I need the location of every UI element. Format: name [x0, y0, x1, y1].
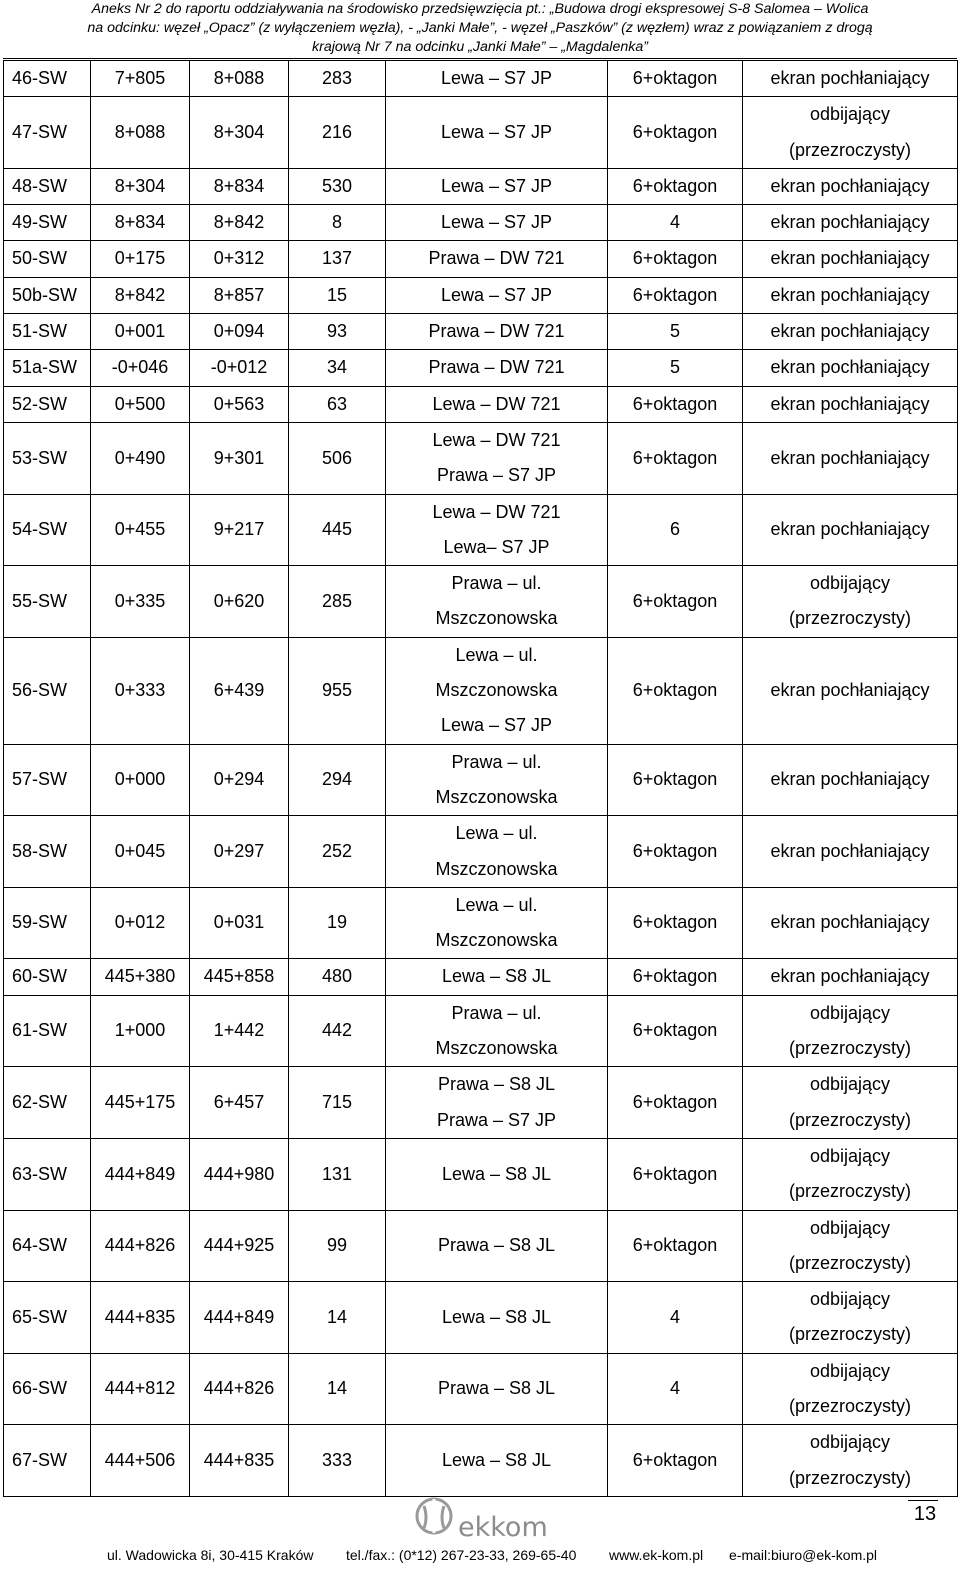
- cell-barrier-id: 57-SW: [4, 744, 91, 816]
- cell-barrier-type-line: ekran pochłaniający: [770, 212, 930, 233]
- cell-km-to: 0+620: [190, 566, 289, 638]
- cell-side: [386, 97, 608, 169]
- cell-barrier-type: [743, 744, 958, 816]
- cell-side-line: Prawa – ul.: [451, 573, 542, 594]
- cell-length: 294: [289, 744, 386, 816]
- cell-side-line: Prawa – S8 JL: [437, 1074, 556, 1095]
- cell-barrier-type: [743, 386, 958, 422]
- cell-side: [386, 959, 608, 995]
- cell-barrier-type: [743, 241, 958, 277]
- cell-length: 19: [289, 887, 386, 959]
- cell-barrier-type-line: ekran pochłaniający: [770, 357, 930, 378]
- cell-length: 99: [289, 1210, 386, 1282]
- cell-height: 6+oktagon: [608, 168, 743, 204]
- cell-side-line: Prawa – S8 JL: [437, 1235, 556, 1256]
- table-row: [4, 1425, 958, 1497]
- cell-length: 285: [289, 566, 386, 638]
- table-row: [4, 314, 958, 350]
- cell-barrier-type-line: (przezroczysty): [788, 1467, 911, 1488]
- cell-length: 442: [289, 995, 386, 1067]
- cell-side-line: Lewa – S8 JL: [441, 1163, 552, 1184]
- cell-barrier-type: [743, 350, 958, 386]
- cell-barrier-type: [743, 566, 958, 638]
- cell-side-line: Prawa – S7 JP: [436, 465, 557, 486]
- cell-km-to: 0+563: [190, 386, 289, 422]
- cell-km-to: 0+094: [190, 314, 289, 350]
- cell-barrier-id: 63-SW: [4, 1138, 91, 1210]
- cell-barrier-type: [743, 422, 958, 494]
- table-row: [4, 61, 958, 97]
- cell-barrier-id: 58-SW: [4, 816, 91, 888]
- cell-side-line: Prawa – S7 JP: [436, 1109, 557, 1130]
- cell-side-line: Lewa – ul.: [455, 894, 538, 915]
- cell-km-from: 0+333: [91, 637, 190, 744]
- cell-km-from: 8+834: [91, 205, 190, 241]
- cell-km-from: 444+812: [91, 1353, 190, 1425]
- cell-km-from: 444+835: [91, 1282, 190, 1354]
- cell-barrier-type: [743, 1353, 958, 1425]
- cell-barrier-type-line: ekran pochłaniający: [770, 284, 930, 305]
- cell-length: 14: [289, 1282, 386, 1354]
- cell-height: 6+oktagon: [608, 97, 743, 169]
- table-row: [4, 277, 958, 313]
- cell-barrier-type-line: odbijający: [809, 104, 891, 125]
- cell-height: 6+oktagon: [608, 1138, 743, 1210]
- cell-km-from: 444+506: [91, 1425, 190, 1497]
- cell-side: [386, 350, 608, 386]
- cell-barrier-type-line: odbijający: [809, 1002, 891, 1023]
- cell-barrier-id: 66-SW: [4, 1353, 91, 1425]
- cell-side-line: Prawa – DW 721: [428, 321, 565, 342]
- cell-barrier-type: [743, 97, 958, 169]
- cell-barrier-id: 65-SW: [4, 1282, 91, 1354]
- cell-km-from: 0+335: [91, 566, 190, 638]
- table-row: [4, 1210, 958, 1282]
- cell-km-to: 0+312: [190, 241, 289, 277]
- cell-km-to: 8+857: [190, 277, 289, 313]
- cell-side-line: Prawa – ul.: [451, 751, 542, 772]
- cell-length: 252: [289, 816, 386, 888]
- cell-km-from: 444+849: [91, 1138, 190, 1210]
- cell-side-line: Mszczonowska: [435, 786, 558, 807]
- cell-km-from: 444+826: [91, 1210, 190, 1282]
- cell-barrier-id: 50-SW: [4, 241, 91, 277]
- cell-side: [386, 1138, 608, 1210]
- cell-km-to: -0+012: [190, 350, 289, 386]
- cell-km-to: 444+835: [190, 1425, 289, 1497]
- cell-length: 14: [289, 1353, 386, 1425]
- cell-side: [386, 1353, 608, 1425]
- cell-barrier-type-line: (przezroczysty): [788, 608, 911, 629]
- table-row: [4, 350, 958, 386]
- cell-barrier-type-line: (przezroczysty): [788, 1324, 911, 1345]
- cell-side: [386, 566, 608, 638]
- cell-km-from: 1+000: [91, 995, 190, 1067]
- cell-barrier-type-line: odbijający: [809, 1360, 891, 1381]
- cell-km-to: 444+925: [190, 1210, 289, 1282]
- cell-length: 955: [289, 637, 386, 744]
- cell-height: 6+oktagon: [608, 386, 743, 422]
- cell-side-line: Prawa – DW 721: [428, 357, 565, 378]
- cell-height: 6+oktagon: [608, 744, 743, 816]
- cell-side-line: Lewa – ul.: [455, 644, 538, 665]
- cell-barrier-id: 59-SW: [4, 887, 91, 959]
- cell-barrier-type: [743, 61, 958, 97]
- cell-km-to: 444+849: [190, 1282, 289, 1354]
- table-row: [4, 386, 958, 422]
- cell-barrier-id: 51a-SW: [4, 350, 91, 386]
- cell-length: 506: [289, 422, 386, 494]
- cell-side: [386, 422, 608, 494]
- table-row: [4, 995, 958, 1067]
- cell-barrier-type: [743, 959, 958, 995]
- cell-barrier-id: 55-SW: [4, 566, 91, 638]
- cell-side: [386, 1210, 608, 1282]
- cell-height: 4: [608, 1282, 743, 1354]
- table-row: [4, 887, 958, 959]
- footer-address: ul. Wadowicka 8i, 30-415 Kraków: [107, 1547, 314, 1563]
- cell-length: 63: [289, 386, 386, 422]
- cell-side: [386, 887, 608, 959]
- cell-barrier-type-line: odbijający: [809, 1217, 891, 1238]
- cell-side-line: Lewa – DW 721: [432, 429, 561, 450]
- cell-barrier-id: 64-SW: [4, 1210, 91, 1282]
- cell-barrier-type: [743, 277, 958, 313]
- cell-barrier-type-line: odbijający: [809, 1145, 891, 1166]
- cell-barrier-type: [743, 1067, 958, 1139]
- cell-height: 6+oktagon: [608, 816, 743, 888]
- cell-length: 15: [289, 277, 386, 313]
- cell-barrier-type: [743, 1425, 958, 1497]
- cell-barrier-type-line: ekran pochłaniający: [770, 966, 930, 987]
- cell-km-from: 0+012: [91, 887, 190, 959]
- cell-barrier-type-line: (przezroczysty): [788, 139, 911, 160]
- cell-barrier-type-line: (przezroczysty): [788, 1395, 911, 1416]
- cell-side-line: Lewa – ul.: [455, 823, 538, 844]
- cell-side: [386, 241, 608, 277]
- table-row: [4, 816, 958, 888]
- cell-barrier-id: 67-SW: [4, 1425, 91, 1497]
- cell-side: [386, 205, 608, 241]
- cell-km-to: 8+304: [190, 97, 289, 169]
- cell-barrier-type: [743, 494, 958, 566]
- cell-side-line: Mszczonowska: [435, 680, 558, 701]
- cell-side-line: Lewa – S8 JL: [441, 1306, 552, 1327]
- table-row: [4, 1353, 958, 1425]
- cell-side-line: Lewa – DW 721: [432, 393, 561, 414]
- cell-barrier-type-line: (przezroczysty): [788, 1109, 911, 1130]
- cell-height: 4: [608, 1353, 743, 1425]
- cell-barrier-type-line: ekran pochłaniający: [770, 393, 930, 414]
- cell-height: 6: [608, 494, 743, 566]
- cell-barrier-id: 51-SW: [4, 314, 91, 350]
- page-number: 13: [913, 1503, 937, 1525]
- cell-side-line: Lewa – S7 JP: [440, 68, 553, 88]
- cell-side-line: Prawa – ul.: [451, 1002, 542, 1023]
- cell-km-from: 8+304: [91, 168, 190, 204]
- cell-length: 8: [289, 205, 386, 241]
- cell-km-to: 9+217: [190, 494, 289, 566]
- cell-height: 4: [608, 205, 743, 241]
- cell-barrier-type-line: (przezroczysty): [788, 1252, 911, 1273]
- cell-km-from: 0+175: [91, 241, 190, 277]
- cell-side-line: Mszczonowska: [435, 1038, 558, 1059]
- cell-length: 283: [289, 61, 386, 97]
- cell-barrier-id: 49-SW: [4, 205, 91, 241]
- cell-km-to: 9+301: [190, 422, 289, 494]
- cell-barrier-type-line: ekran pochłaniający: [770, 769, 930, 790]
- cell-km-from: 0+000: [91, 744, 190, 816]
- cell-km-to: 445+858: [190, 959, 289, 995]
- cell-km-to: 6+457: [190, 1067, 289, 1139]
- table-row: [4, 566, 958, 638]
- table-row: [4, 744, 958, 816]
- cell-side-line: Mszczonowska: [435, 930, 558, 951]
- cell-height: 5: [608, 350, 743, 386]
- cell-barrier-id: 46-SW: [4, 61, 91, 97]
- cell-km-from: 0+490: [91, 422, 190, 494]
- table-row: [4, 959, 958, 995]
- cell-side-line: Lewa – S7 JP: [440, 715, 553, 736]
- cell-side: [386, 744, 608, 816]
- cell-side: [386, 494, 608, 566]
- cell-km-from: 8+842: [91, 277, 190, 313]
- page-number-rule: [908, 1500, 938, 1501]
- cell-side: [386, 386, 608, 422]
- cell-length: 480: [289, 959, 386, 995]
- cell-height: 6+oktagon: [608, 995, 743, 1067]
- cell-barrier-type-line: ekran pochłaniający: [770, 68, 930, 88]
- cell-barrier-type-line: odbijający: [809, 573, 891, 594]
- cell-km-from: -0+046: [91, 350, 190, 386]
- cell-barrier-id: 54-SW: [4, 494, 91, 566]
- table-row: [4, 1067, 958, 1139]
- cell-side-line: Lewa – S7 JP: [440, 175, 553, 196]
- logo-text: ekkom: [458, 1512, 548, 1543]
- cell-length: 131: [289, 1138, 386, 1210]
- cell-height: 6+oktagon: [608, 61, 743, 97]
- cell-km-to: 444+980: [190, 1138, 289, 1210]
- cell-height: 6+oktagon: [608, 1067, 743, 1139]
- cell-side-line: Lewa – S7 JP: [440, 121, 553, 142]
- header-line-3: krajową Nr 7 na odcinku „Janki Małe” – „Magdalenka”: [312, 39, 648, 55]
- cell-barrier-type-line: ekran pochłaniający: [770, 175, 930, 196]
- cell-barrier-type: [743, 1282, 958, 1354]
- cell-km-to: 0+297: [190, 816, 289, 888]
- cell-barrier-type: [743, 995, 958, 1067]
- header-line-2: na odcinku: węzeł „Opacz” (z wyłączeniem węzła), - „Janki Małe”, - węzeł „Paszków” (z węzłem) wraz z powiązaniem z drogą: [87, 20, 873, 36]
- table-row: [4, 241, 958, 277]
- table-row: [4, 494, 958, 566]
- table-row: [4, 97, 958, 169]
- header-divider: [3, 58, 957, 59]
- cell-barrier-type: [743, 637, 958, 744]
- footer-email[interactable]: e-mail:biuro@ek-kom.pl: [729, 1547, 878, 1563]
- cell-barrier-id: 50b-SW: [4, 277, 91, 313]
- cell-side-line: Lewa – DW 721: [432, 501, 561, 522]
- cell-barrier-id: 47-SW: [4, 97, 91, 169]
- cell-barrier-type-line: (przezroczysty): [788, 1181, 911, 1202]
- cell-side: [386, 61, 608, 97]
- cell-km-to: 6+439: [190, 637, 289, 744]
- cell-height: 6+oktagon: [608, 1210, 743, 1282]
- cell-barrier-type-line: odbijający: [809, 1432, 891, 1453]
- footer-website[interactable]: www.ek-kom.pl: [609, 1547, 704, 1563]
- cell-barrier-type: [743, 816, 958, 888]
- cell-barrier-type-line: ekran pochłaniający: [770, 321, 930, 342]
- table-row: [4, 1138, 958, 1210]
- logo-mark-icon: [414, 1496, 462, 1544]
- cell-barrier-type-line: ekran pochłaniający: [770, 840, 930, 861]
- cell-height: 6+oktagon: [608, 422, 743, 494]
- table-row: [4, 168, 958, 204]
- cell-side: [386, 816, 608, 888]
- table-row: [4, 637, 958, 744]
- cell-km-to: 8+842: [190, 205, 289, 241]
- cell-height: 6+oktagon: [608, 1425, 743, 1497]
- cell-length: 137: [289, 241, 386, 277]
- cell-height: 6+oktagon: [608, 277, 743, 313]
- cell-barrier-type: [743, 1138, 958, 1210]
- cell-side: [386, 1282, 608, 1354]
- cell-side: [386, 1067, 608, 1139]
- document-header: [0, 0, 960, 58]
- cell-side: [386, 314, 608, 350]
- table-body: [4, 61, 958, 1497]
- cell-barrier-id: 52-SW: [4, 386, 91, 422]
- cell-height: 5: [608, 314, 743, 350]
- cell-km-from: 0+500: [91, 386, 190, 422]
- cell-km-from: 0+001: [91, 314, 190, 350]
- cell-length: 93: [289, 314, 386, 350]
- cell-side: [386, 277, 608, 313]
- cell-side: [386, 637, 608, 744]
- noise-barrier-table: [3, 60, 958, 1497]
- cell-barrier-type-line: odbijający: [809, 1289, 891, 1310]
- cell-side-line: Prawa – S8 JL: [437, 1378, 556, 1399]
- cell-barrier-type: [743, 168, 958, 204]
- cell-height: 6+oktagon: [608, 241, 743, 277]
- cell-barrier-type-line: ekran pochłaniający: [770, 519, 930, 540]
- footer-phone: tel./fax.: (0*12) 267-23-33, 269-65-40: [346, 1547, 577, 1563]
- cell-side-line: Lewa – S7 JP: [440, 284, 553, 305]
- cell-barrier-type: [743, 314, 958, 350]
- cell-km-to: 0+031: [190, 887, 289, 959]
- table-row: [4, 422, 958, 494]
- cell-barrier-id: 48-SW: [4, 168, 91, 204]
- cell-side-line: Lewa– S7 JP: [443, 536, 550, 557]
- cell-km-from: 445+380: [91, 959, 190, 995]
- cell-side-line: Lewa – S7 JP: [440, 212, 553, 233]
- cell-barrier-id: 62-SW: [4, 1067, 91, 1139]
- cell-length: 333: [289, 1425, 386, 1497]
- cell-side-line: Lewa – S8 JL: [441, 966, 552, 987]
- cell-km-from: 0+045: [91, 816, 190, 888]
- cell-km-to: 0+294: [190, 744, 289, 816]
- cell-length: 445: [289, 494, 386, 566]
- table-row: [4, 1282, 958, 1354]
- cell-barrier-id: 61-SW: [4, 995, 91, 1067]
- cell-km-from: 7+805: [91, 61, 190, 97]
- cell-barrier-id: 56-SW: [4, 637, 91, 744]
- cell-side-line: Prawa – DW 721: [428, 248, 565, 269]
- cell-side-line: Mszczonowska: [435, 608, 558, 629]
- cell-height: 6+oktagon: [608, 637, 743, 744]
- cell-barrier-type: [743, 205, 958, 241]
- cell-side: [386, 995, 608, 1067]
- cell-side-line: Lewa – S8 JL: [441, 1449, 552, 1470]
- cell-barrier-type: [743, 1210, 958, 1282]
- cell-barrier-type: [743, 887, 958, 959]
- cell-length: 530: [289, 168, 386, 204]
- cell-barrier-type-line: ekran pochłaniający: [770, 680, 930, 701]
- cell-barrier-type-line: odbijający: [809, 1074, 891, 1095]
- cell-km-to: 8+834: [190, 168, 289, 204]
- cell-side-line: Mszczonowska: [435, 858, 558, 879]
- cell-length: 34: [289, 350, 386, 386]
- cell-height: 6+oktagon: [608, 959, 743, 995]
- cell-barrier-id: 53-SW: [4, 422, 91, 494]
- cell-side: [386, 168, 608, 204]
- cell-barrier-type-line: ekran pochłaniający: [770, 912, 930, 933]
- header-line-1: Aneks Nr 2 do raportu oddziaływania na środowisko przedsięwzięcia pt.: „Budowa drogi ekspresowej S-8 Salomea – Wolica: [91, 1, 869, 17]
- cell-barrier-id: 60-SW: [4, 959, 91, 995]
- cell-height: 6+oktagon: [608, 887, 743, 959]
- cell-km-to: 8+088: [190, 61, 289, 97]
- cell-km-to: 444+826: [190, 1353, 289, 1425]
- cell-km-from: 8+088: [91, 97, 190, 169]
- cell-km-from: 445+175: [91, 1067, 190, 1139]
- cell-side: [386, 1425, 608, 1497]
- cell-length: 216: [289, 97, 386, 169]
- cell-km-to: 1+442: [190, 995, 289, 1067]
- cell-barrier-type-line: (przezroczysty): [788, 1038, 911, 1059]
- cell-km-from: 0+455: [91, 494, 190, 566]
- cell-length: 715: [289, 1067, 386, 1139]
- cell-height: 6+oktagon: [608, 566, 743, 638]
- cell-barrier-type-line: ekran pochłaniający: [770, 447, 930, 468]
- cell-barrier-type-line: ekran pochłaniający: [770, 248, 930, 269]
- table-row: [4, 205, 958, 241]
